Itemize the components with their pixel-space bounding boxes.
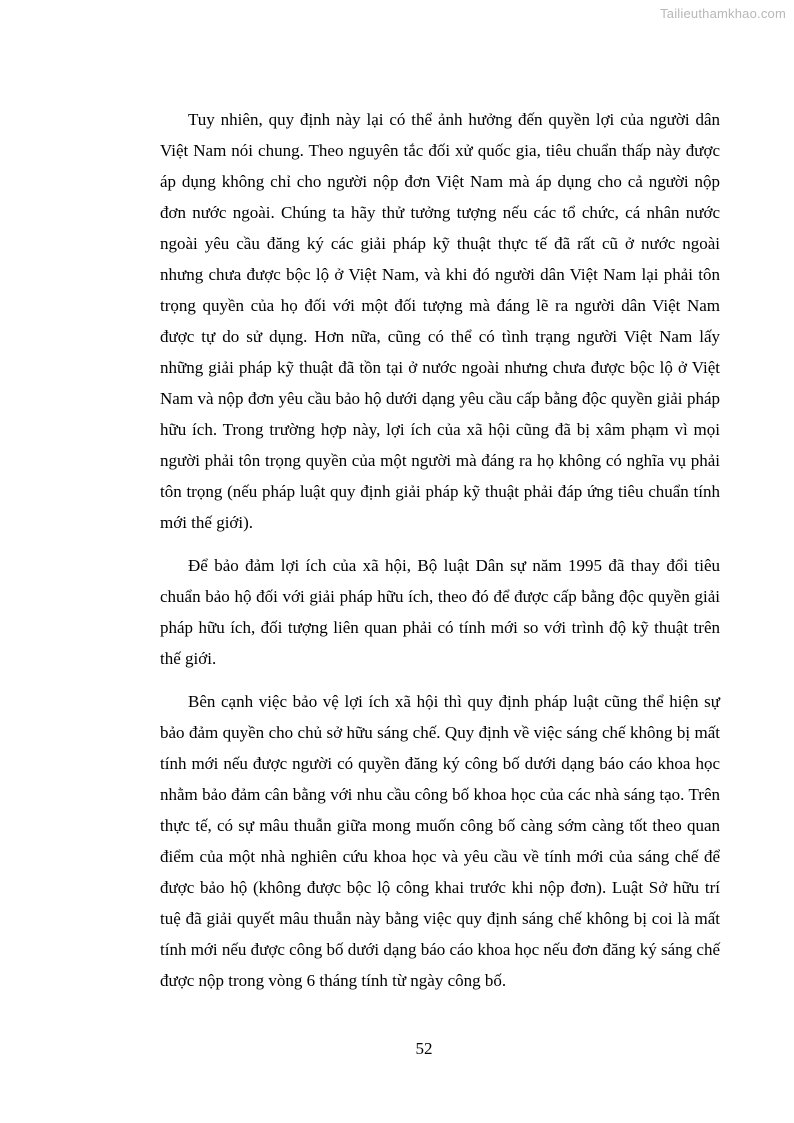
paragraph-3: Bên cạnh việc bảo vệ lợi ích xã hội thì quy định pháp luật cũng thể hiện sự bảo đảm quyền cho chủ sở hữu sáng chế. Quy định về việc sáng chế không bị mất tính mới nếu được người có quyền đăng ký công bố dưới dạng báo cáo khoa học nhằm bảo đảm cân bằng với nhu cầu công bố khoa học của các nhà sáng tạo. Trên thực tế, có sự mâu thuẫn giữa mong muốn công bố càng sớm càng tốt theo quan điểm của một nhà nghiên cứu khoa học và yêu cầu về tính mới của sáng chế để được bảo hộ (không được bộc lộ công khai trước khi nộp đơn). Luật Sở hữu trí tuệ đã giải quyết mâu thuẫn này bằng việc quy định sáng chế không bị coi là mất tính mới nếu được công bố dưới dạng báo cáo khoa học nếu đơn đăng ký sáng chế được nộp trong vòng 6 tháng tính từ ngày công bố.: [160, 692, 721, 990]
page-body: [160, 104, 720, 996]
page-number: 52: [415, 1039, 433, 1058]
paragraph-2: Để bảo đảm lợi ích của xã hội, Bộ luật Dân sự năm 1995 đã thay đổi tiêu chuẩn bảo hộ đối với giải pháp hữu ích, theo đó để được cấp bằng độc quyền giải pháp hữu ích, đối tượng liên quan phải có tính mới so với trình độ kỹ thuật trên thế giới.: [160, 556, 720, 668]
watermark: Tailieuthamkhao.com: [660, 6, 786, 21]
paragraph-1: Tuy nhiên, quy định này lại có thể ảnh hưởng đến quyền lợi của người dân Việt Nam nói chung. Theo nguyên tắc đối xử quốc gia, tiêu chuẩn thấp này được áp dụng không chỉ cho người nộp đơn Việt Nam mà áp dụng cho cả người nộp đơn nước ngoài. Chúng ta hãy thử tưởng tượng nếu các tổ chức, cá nhân nước ngoài yêu cầu đăng ký các giải pháp kỹ thuật thực tế đã rất cũ ở nước ngoài nhưng chưa được bộc lộ ở Việt Nam, và khi đó người dân Việt Nam lại phải tôn trọng quyền của họ đối với một đối tượng mà đáng lẽ ra người dân Việt Nam được tự do sử dụng. Hơn nữa, cũng có thể có tình trạng người Việt Nam lấy những giải pháp kỹ thuật đã tồn tại ở nước ngoài nhưng chưa được bộc lộ ở Việt Nam và nộp đơn yêu cầu bảo hộ dưới dạng yêu cầu cấp bằng độc quyền giải pháp hữu ích. Trong trường hợp này, lợi ích của xã hội cũng đã bị xâm phạm vì mọi người phải tôn trọng quyền của một người mà đáng ra họ không có nghĩa vụ phải tôn trọng (nếu pháp luật quy định giải pháp kỹ thuật phải đáp ứng tiêu chuẩn tính mới thế giới).: [160, 110, 720, 532]
